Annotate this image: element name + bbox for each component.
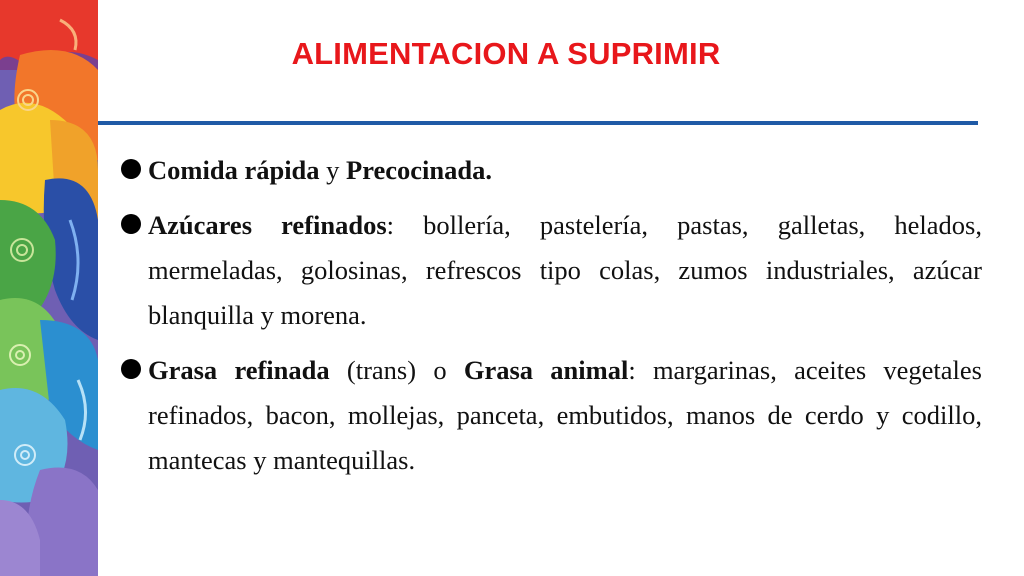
item-term: Comida rápida xyxy=(148,155,320,185)
item-text-2: : margarinas, aceites vegetales refinados, bacon, mollejas, panceta, embutidos, manos de cerdo y codillo, mantecas y mantequillas. xyxy=(148,355,982,475)
bullet-list xyxy=(118,148,982,493)
item-term-2: Precocinada. xyxy=(346,155,493,185)
slide-title: ALIMENTACION A SUPRIMIR xyxy=(291,36,721,71)
bullet-icon xyxy=(121,159,141,179)
item-text: (trans) o xyxy=(329,355,464,385)
item-term-2: Grasa animal xyxy=(463,355,629,385)
title-divider xyxy=(98,121,978,125)
bullet-icon xyxy=(121,359,141,379)
list-item xyxy=(118,348,982,483)
bullet-icon xyxy=(121,214,141,234)
item-text: : bollería, pastelería, pastas, galletas, helados, mermeladas, golosinas, refrescos tipo colas, zumos industriales, azúcar blanquilla y morena. xyxy=(148,210,982,330)
item-text: y xyxy=(319,155,347,185)
item-term: Azúcares refinados xyxy=(148,210,387,240)
mandala-side-art xyxy=(0,0,98,576)
list-item xyxy=(118,203,982,338)
list-item xyxy=(118,148,982,193)
item-term: Grasa refinada xyxy=(148,355,330,385)
